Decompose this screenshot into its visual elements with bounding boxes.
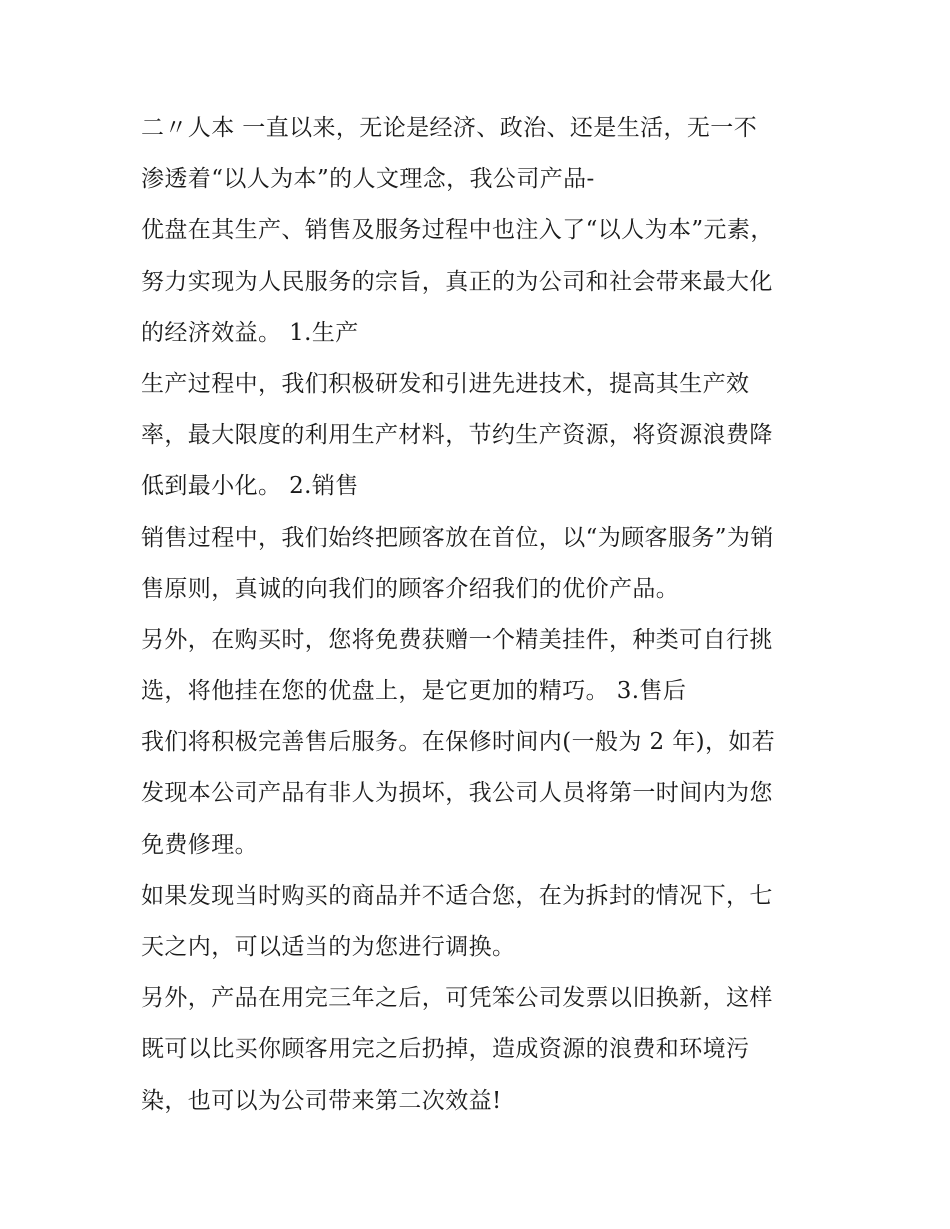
- text-line: 既可以比买你顾客用完之后扔掉，造成资源的浪费和环境污: [141, 1036, 750, 1063]
- text-line: 天之内，可以适当的为您进行调换。: [141, 934, 516, 960]
- text-line: 如果发现当时购买的商品并不适合您，在为拆封的情况下，七: [141, 882, 773, 909]
- text-line: 努力实现为人民服务的宗旨，真正的为公司和社会带来最大化: [141, 268, 773, 295]
- text-line: 的经济效益。 1.生产: [141, 319, 359, 346]
- text-line: 优盘在其生产、销售及服务过程中也注入了“以人为本”元素，: [141, 217, 774, 244]
- text-line: 我们将积极完善售后服务。在保修时间内(一般为 2 年)，如若: [141, 729, 776, 756]
- text-line: 选，将他挂在您的优盘上，是它更加的精巧。 3.售后: [141, 678, 687, 705]
- text-line: 渗透着“以人为本”的人文理念，我公司产品-: [141, 166, 595, 193]
- text-line: 率，最大限度的利用生产材料，节约生产资源，将资源浪费降: [141, 422, 773, 449]
- text-line: 二〃人本 一直以来，无论是经济、政治、还是生活，无一不: [141, 115, 758, 141]
- text-line: 发现本公司产品有非人为损坏，我公司人员将第一时间内为您: [141, 780, 773, 807]
- text-line: 低到最小化。 2.销售: [141, 473, 359, 500]
- body-text: [141, 103, 821, 1127]
- text-line: 另外，在购买时，您将免费获赠一个精美挂件，种类可自行挑: [141, 626, 773, 653]
- text-line: 生产过程中，我们积极研发和引进先进技术，提高其生产效: [141, 370, 750, 397]
- text-line: 另外，产品在用完三年之后，可凭笨公司发票以旧换新，这样: [141, 985, 773, 1012]
- text-line: 免费修理。: [141, 831, 258, 858]
- text-line: 售原则，真诚的向我们的顾客介绍我们的优价产品。: [141, 575, 680, 602]
- text-line: 染，也可以为公司带来第二次效益!: [141, 1087, 502, 1114]
- text-line: 销售过程中，我们始终把顾客放在首位，以“为顾客服务”为销: [141, 524, 774, 551]
